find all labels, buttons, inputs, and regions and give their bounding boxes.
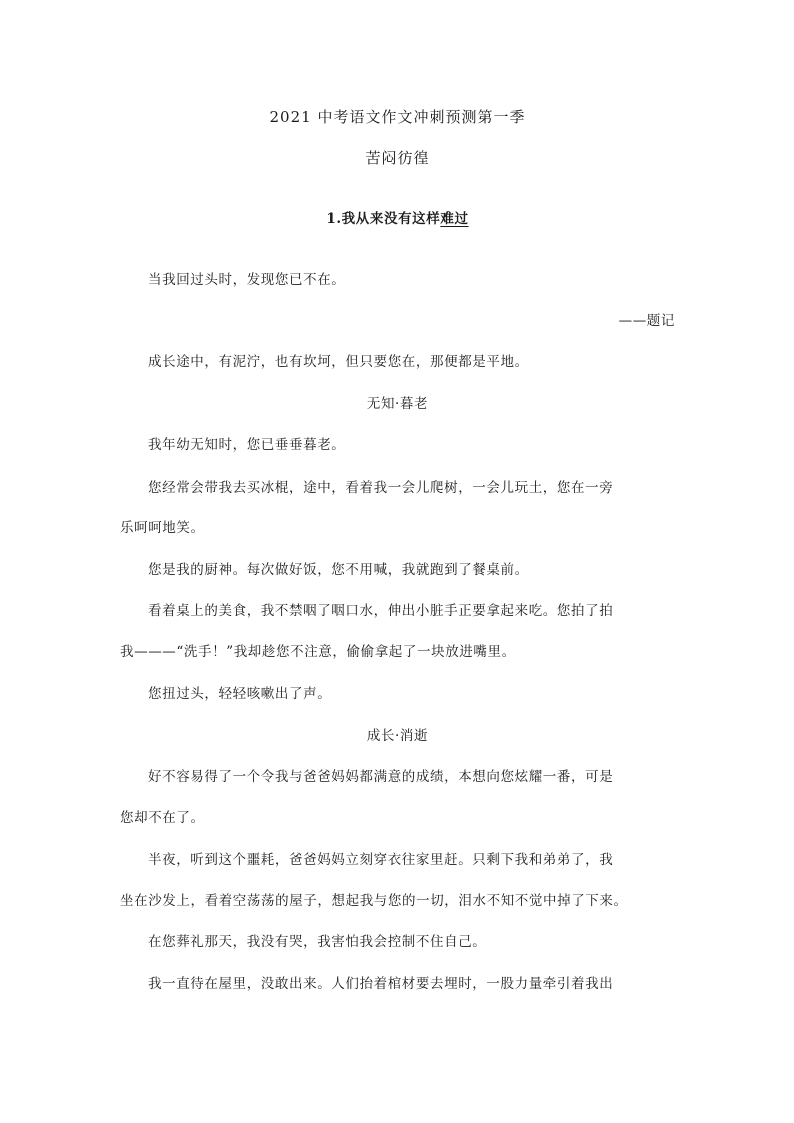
paragraph-3: 您是我的厨神。每次做好饭，您不用喊，我就跑到了餐桌前。: [148, 562, 529, 578]
paragraph-4-line-2: 我———“洗手！”我却趁您不注意，偷偷拿起了一块放进嘴里。: [120, 644, 516, 660]
paragraph-2-line-1: 您经常会带我去买冰棍，途中，看着我一会儿爬树，一会儿玩土，您在一旁: [148, 480, 614, 496]
paragraph-6-line-1: 好不容易得了一个令我与爸爸妈妈都满意的成绩，本想向您炫耀一番，可是: [148, 769, 614, 785]
paragraph-5: 您扭过头，轻轻咳嗽出了声。: [148, 686, 332, 702]
paragraph-2-line-2: 乐呵呵地笑。: [120, 520, 205, 536]
essay-heading-underlined: 难过: [440, 211, 469, 227]
paragraph-8: 在您葬礼那天，我没有哭，我害怕我会控制不住自己。: [148, 934, 487, 950]
document-title: 2021 中考语文作文冲刺预测第一季: [269, 108, 526, 126]
paragraph-7-line-1: 半夜，听到这个噩耗，爸爸妈妈立刻穿衣往家里赶。只剩下我和弟弟了，我: [148, 852, 614, 868]
paragraph-7-line-2: 坐在沙发上，看着空荡荡的屋子，想起我与您的一切，泪水不知不觉中掉了下来。: [120, 893, 628, 909]
essay-heading: [120, 210, 675, 228]
essay-heading-prefix: 1.我从来没有这样: [326, 211, 441, 227]
paragraph-6-line-2: 您却不在了。: [120, 810, 205, 826]
paragraph-9-line-1: 我一直待在屋里，没敢出来。人们抬着棺材要去埋时，一股力量牵引着我出: [148, 976, 614, 992]
paragraph-1: 我年幼无知时，您已垂垂暮老。: [148, 437, 346, 453]
document-subtitle: 苦闷彷徨: [365, 149, 430, 167]
section-title-2: 成长·消逝: [366, 728, 429, 744]
epigraph: 当我回过头时，发现您已不在。: [148, 272, 346, 288]
paragraph-4-line-1: 看着桌上的美食，我不禁咽了咽口水，伸出小脏手正要拿起来吃。您拍了拍: [148, 603, 614, 619]
epigraph-attribution: ——题记: [618, 313, 675, 329]
intro-paragraph: 成长途中，有泥泞，也有坎坷，但只要您在，那便都是平地。: [148, 354, 529, 370]
section-title-1: 无知·暮老: [366, 396, 429, 412]
